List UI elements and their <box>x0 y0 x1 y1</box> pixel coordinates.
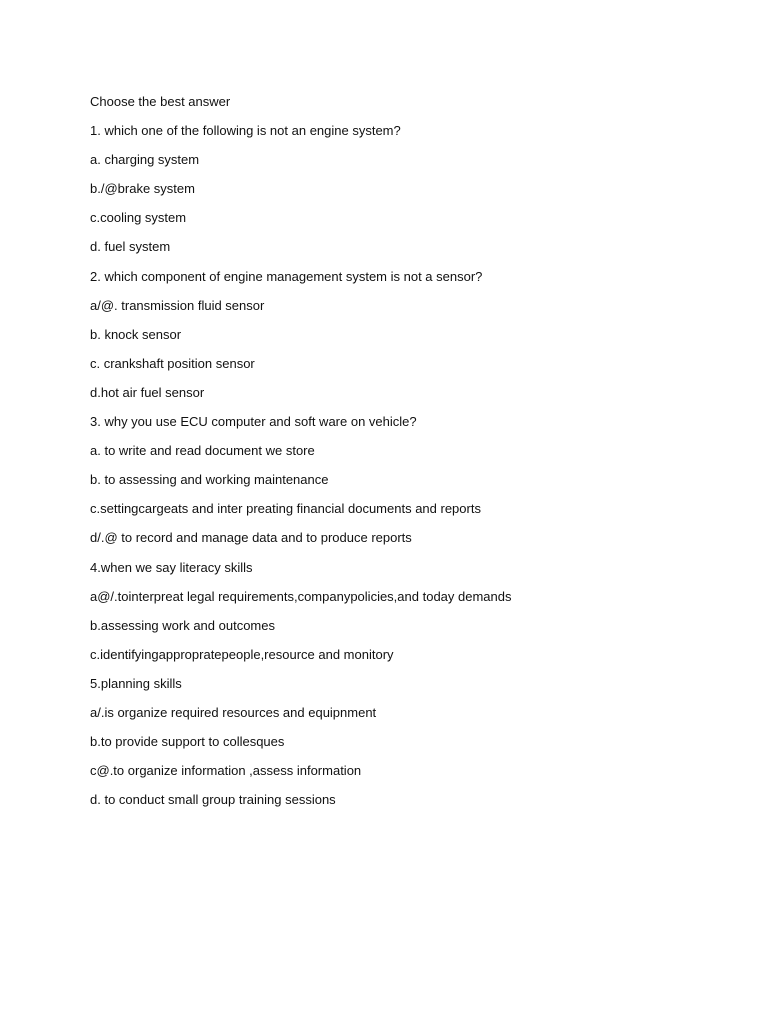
question-3-option-a: a. to write and read document we store <box>90 443 315 459</box>
question-5-option-b: b.to provide support to collesques <box>90 734 285 750</box>
question-2: 2. which component of engine management system is not a sensor? <box>90 268 483 284</box>
question-4-option-a: a@/.tointerpreat legal requirements,companypolicies,and today demands <box>90 588 512 604</box>
question-3-option-d: d/.@ to record and manage data and to produce reports <box>90 530 412 546</box>
question-2-option-c: c. crankshaft position sensor <box>90 355 255 371</box>
question-1-option-c: c.cooling system <box>90 210 187 226</box>
question-2-option-d: d.hot air fuel sensor <box>90 384 205 400</box>
question-1-option-a: a. charging system <box>90 152 200 168</box>
question-4-option-c: c.identifyingappropratepeople,resource and monitory <box>90 646 394 662</box>
question-4-option-b: b.assessing work and outcomes <box>90 617 275 633</box>
question-3-option-c: c.settingcargeats and inter preating financial documents and reports <box>90 501 481 517</box>
question-1: 1. which one of the following is not an engine system? <box>90 123 401 139</box>
quiz-heading: Choose the best answer <box>90 94 231 109</box>
question-3-option-b: b. to assessing and working maintenance <box>90 472 329 488</box>
question-5-option-c: c@.to organize information ,assess information <box>90 763 362 779</box>
question-4: 4.when we say literacy skills <box>90 559 253 575</box>
question-5-option-a: a/.is organize required resources and equipnment <box>90 704 377 720</box>
question-5-option-d: d. to conduct small group training sessions <box>90 792 336 808</box>
question-2-option-a: a/@. transmission fluid sensor <box>90 297 265 313</box>
question-2-option-b: b. knock sensor <box>90 326 182 342</box>
question-3: 3. why you use ECU computer and soft ware on vehicle? <box>90 414 417 430</box>
question-5: 5.planning skills <box>90 675 182 691</box>
quiz-content <box>90 92 730 819</box>
question-1-option-d: d. fuel system <box>90 239 171 255</box>
question-1-option-b: b./@brake system <box>90 181 195 197</box>
